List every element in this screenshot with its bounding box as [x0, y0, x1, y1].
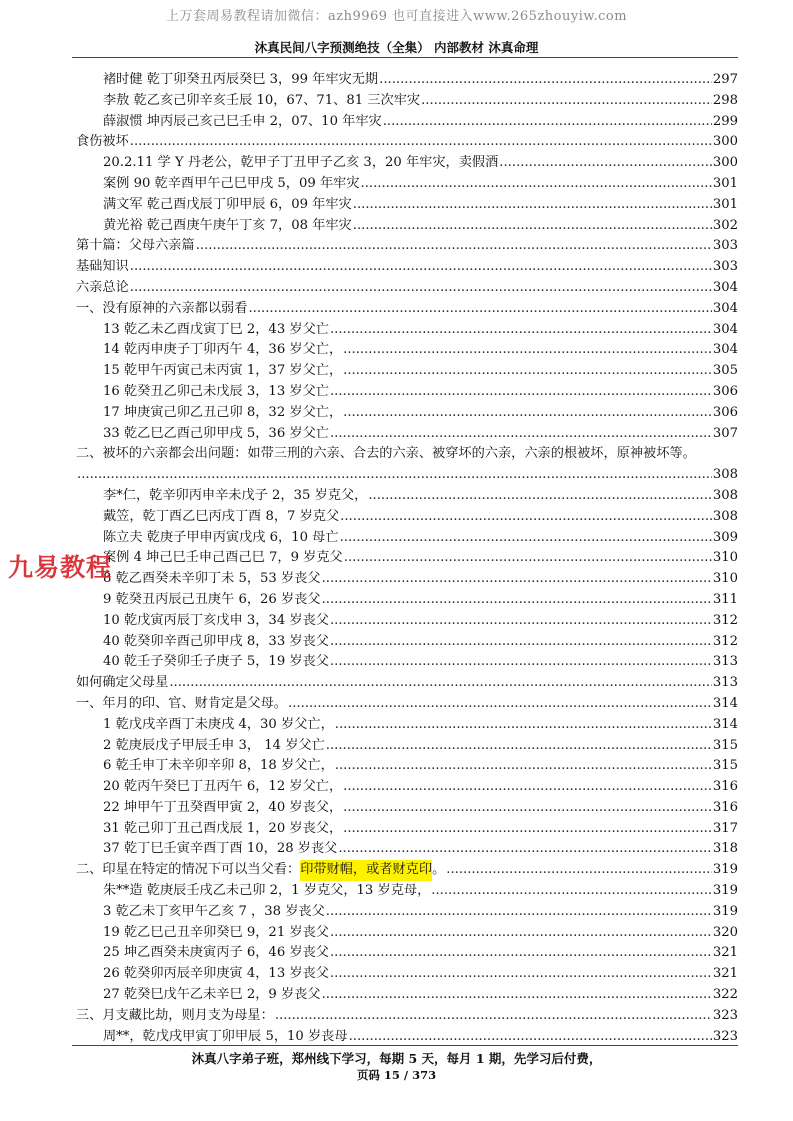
toc-entry-title: 33 乾乙巳乙酉己卯甲戌 5，36 岁父亡 [103, 425, 329, 441]
toc-leader-dots [379, 70, 712, 91]
toc-entry-page: 301 [712, 175, 738, 191]
toc-entry-page: 304 [712, 300, 738, 316]
toc-leader-dots [130, 257, 712, 278]
toc-entry-page: 312 [712, 612, 738, 628]
toc-entry[interactable] [76, 611, 738, 632]
toc-entry-continuation[interactable] [76, 465, 738, 486]
toc-entry-page: 297 [712, 72, 738, 87]
toc-entry-title: 三、月支藏比劫，则月支为母星： [76, 1007, 274, 1023]
toc-entry[interactable] [76, 943, 738, 964]
toc-entry-title: 14 乾丙申庚子丁卯丙午 4，36 岁父亡， [103, 342, 343, 358]
toc-leader-dots [196, 236, 712, 257]
page-footer: 沐真八字弟子班，郑州线下学习，每期 5 天，每月 1 期，先学习后付费， [191, 1051, 602, 1066]
toc-entry-page: 308 [712, 487, 738, 503]
toc-entry-title: 1 乾戊戌辛酉丁未庚戌 4，30 岁父亡， [103, 716, 334, 732]
toc-entry[interactable] [76, 320, 738, 341]
toc-entry[interactable] [76, 340, 738, 361]
toc-entry[interactable] [76, 382, 738, 403]
toc-leader-dots [330, 923, 712, 944]
toc-leader-dots [77, 465, 712, 486]
toc-entry-title: 26 乾癸卯丙辰辛卯庚寅 4，13 岁丧父 [103, 966, 329, 982]
toc-leader-dots [353, 216, 712, 237]
toc-entry-title: 13 乾乙未乙酉戊寅丁巳 2，43 岁父亡 [103, 321, 329, 337]
toc-leader-dots [353, 195, 712, 216]
toc-entry-title: 17 坤庚寅己卯乙丑己卯 8，32 岁父亡， [103, 404, 343, 420]
toc-entry-title: 如何确定父母星 [76, 675, 169, 691]
toc-entry-title: 六亲总论 [76, 279, 129, 295]
toc-entry-page: 321 [712, 945, 738, 961]
toc-entry-page: 308 [712, 467, 738, 483]
toc-entry-tail: 。 [432, 862, 446, 878]
page-header: 沐真民间八字预测绝技（全集） 内部教材 沐真命理 [254, 40, 539, 55]
toc-entry-page: 301 [712, 196, 738, 212]
header-divider [72, 57, 738, 58]
toc-entry-page: 322 [712, 987, 738, 1003]
toc-entry[interactable] [76, 91, 738, 112]
toc-entry-title: 19 乾乙巳己丑辛卯癸巳 9，21 岁丧父 [103, 924, 329, 940]
toc-entry[interactable] [76, 652, 738, 673]
side-watermark-logo: 九易教程 [8, 553, 113, 582]
top-watermark: 上万套周易教程请加微信：azh9969 也可直接进入www.265zhouyiw.com [165, 9, 628, 24]
toc-leader-dots [330, 632, 712, 653]
toc-entry-page: 304 [712, 321, 738, 337]
toc-entry-page: 321 [712, 966, 738, 982]
toc-entry[interactable] [76, 424, 738, 445]
toc-leader-dots [322, 985, 712, 1006]
toc-entry-page: 309 [712, 529, 738, 545]
toc-entry[interactable] [76, 174, 738, 195]
toc-entry-page: 303 [712, 259, 738, 275]
toc-entry-page: 318 [712, 841, 738, 857]
toc-entry[interactable] [76, 839, 738, 860]
toc-entry-page: 304 [712, 279, 738, 295]
toc-leader-dots [330, 652, 712, 673]
toc-entry[interactable] [76, 195, 738, 216]
toc-leader-dots [130, 132, 712, 153]
toc-entry-title: 食伤被坏 [76, 134, 129, 150]
toc-entry-page: 311 [712, 591, 738, 607]
toc-entry[interactable] [76, 736, 738, 757]
toc-entry[interactable] [76, 528, 738, 549]
toc-entry[interactable] [76, 902, 738, 923]
toc-entry[interactable] [76, 798, 738, 819]
toc-entry[interactable] [76, 153, 738, 174]
toc-entry[interactable] [76, 964, 738, 985]
toc-entry-title: 二、被坏的六亲都会出问题：如带三刑的六亲、合去的六亲、被穿坏的六亲，六亲的根被坏，原神被坏等。 [76, 446, 696, 462]
toc-entry[interactable] [76, 756, 738, 777]
toc-entry-page: 314 [712, 695, 738, 711]
toc-entry[interactable] [76, 216, 738, 237]
toc-entry-page: 312 [712, 633, 738, 649]
toc-leader-dots [431, 881, 712, 902]
toc-leader-dots [330, 320, 712, 341]
toc-entry-title: 第十篇：父母六亲篇 [76, 238, 195, 254]
toc-leader-dots [330, 382, 712, 403]
toc-leader-dots [322, 590, 712, 611]
toc-entry-title: 37 乾丁巳壬寅辛酉丁酉 10，28 岁丧父 [103, 841, 338, 857]
toc-leader-dots [343, 340, 712, 361]
toc-entry-page: 319 [712, 903, 738, 919]
toc-entry[interactable] [76, 132, 738, 153]
toc-entry-title: 周**，乾戊戌甲寅丁卯甲辰 5，10 岁丧母 [103, 1028, 348, 1044]
toc-entry-title: 22 坤甲午丁丑癸酉甲寅 2，40 岁丧父， [103, 799, 343, 815]
toc-leader-dots [330, 943, 712, 964]
toc-entry-page: 298 [712, 92, 738, 108]
toc-entry[interactable] [76, 112, 738, 133]
toc-entry-page: 300 [712, 155, 738, 171]
toc-entry-page: 308 [712, 508, 738, 524]
toc-entry-title: 案例 4 坤己巳壬申己酉己巳 7，9 岁克父 [103, 550, 343, 566]
toc-entry-title: 20.2.11 学 Y 丹老公，乾甲子丁丑甲子乙亥 3，20 年牢灾，卖假酒 [103, 155, 499, 171]
toc-entry-title: 李*仁，乾辛卯丙申辛未戊子 2，35 岁克父， [103, 487, 368, 503]
page-number: 页码 15 / 373 [356, 1068, 437, 1082]
toc-entry[interactable] [76, 632, 738, 653]
toc-leader-dots [340, 528, 712, 549]
toc-entry[interactable] [76, 299, 738, 320]
toc-entry-title: 25 坤乙酉癸未庚寅丙子 6，46 岁丧父 [103, 945, 329, 961]
toc-entry[interactable] [76, 923, 738, 944]
toc-entry-title: 40 乾壬子癸卯壬子庚子 5，19 岁丧父 [103, 654, 329, 670]
toc-entry-title: 40 乾癸卯辛酉己卯甲戌 8，33 岁丧父 [103, 633, 329, 649]
toc-leader-dots [446, 860, 712, 881]
toc-leader-dots [326, 736, 712, 757]
toc-leader-dots [288, 694, 712, 715]
toc-entry-page: 314 [712, 716, 738, 732]
toc-leader-dots [343, 819, 712, 840]
toc-leader-dots [338, 839, 711, 860]
toc-entry[interactable] [76, 819, 738, 840]
toc-entry-title: 薛淑惯 坤丙辰己亥己巳壬申 2，07、10 年牢灾 [103, 113, 382, 129]
toc-entry[interactable] [76, 236, 738, 257]
toc-leader-dots [344, 548, 712, 569]
toc-entry-title: 一、年月的印、官、财肯定是父母。 [76, 695, 287, 711]
toc-entry-page: 313 [712, 675, 738, 691]
toc-leader-dots [340, 507, 712, 528]
toc-entry[interactable] [76, 361, 738, 382]
toc-leader-dots [322, 569, 712, 590]
toc-entry-page: 317 [712, 820, 738, 836]
toc-entry-page: 302 [712, 217, 738, 233]
toc-entry-title: 20 乾丙午癸巳丁丑丙午 6，12 岁父亡， [103, 779, 343, 795]
toc-entry[interactable] [76, 548, 738, 569]
toc-entry[interactable] [76, 1006, 738, 1027]
toc-entry[interactable] [76, 985, 738, 1006]
toc-entry[interactable] [76, 507, 738, 528]
toc-entry-title: 2 乾庚辰戊子甲辰壬申 3， 14 岁父亡 [103, 737, 325, 753]
toc-entry-title: 基础知识 [76, 259, 129, 275]
toc-entry-page: 315 [712, 758, 738, 774]
toc-entry-page: 307 [712, 425, 738, 441]
toc-leader-dots [421, 91, 712, 112]
toc-entry[interactable] [76, 569, 738, 590]
toc-entry-page: 310 [712, 550, 738, 566]
toc-entry-page: 313 [712, 654, 738, 670]
toc-entry-title: 满文军 乾己酉戊辰丁卯甲辰 6，09 年牢灾 [103, 196, 352, 212]
toc-leader-dots [330, 964, 712, 985]
toc-entry[interactable] [76, 70, 738, 91]
toc-entry-page: 303 [712, 238, 738, 254]
toc-entry[interactable] [76, 694, 738, 715]
toc-entry-title: 褚时健 乾丁卯癸丑丙辰癸巳 3，99 年牢灾无期 [103, 72, 379, 87]
toc-entry[interactable] [76, 673, 738, 694]
toc-entry-page: 304 [712, 342, 738, 358]
toc-entry[interactable] [76, 403, 738, 424]
toc-leader-dots [130, 278, 712, 299]
toc-entry-page: 323 [712, 1028, 738, 1044]
toc-entry-title: 戴笠，乾丁酉乙巳丙戌丁酉 8，7 岁克父 [103, 508, 340, 524]
toc-leader-dots [343, 403, 712, 424]
toc-leader-dots [326, 902, 712, 923]
toc-entry-title: 李敖 乾乙亥己卯辛亥壬辰 10，67、71、81 三次牢灾 [103, 92, 421, 108]
toc-entry-page: 316 [712, 799, 738, 815]
toc-leader-dots [343, 798, 712, 819]
toc-leader-dots [361, 174, 712, 195]
toc-entry-title: 案例 90 乾辛酉甲午己巳甲戌 5，09 年牢灾 [103, 175, 360, 191]
toc-leader-dots [368, 486, 711, 507]
toc-entry-title: 27 乾癸巳戊午乙未辛巳 2，9 岁丧父 [103, 987, 321, 1003]
toc-entry-title: 16 乾癸丑乙卯己未戊辰 3，13 岁父亡 [103, 383, 329, 399]
footer-divider [72, 1045, 738, 1046]
toc-entry[interactable] [76, 860, 738, 881]
toc-entry-page: 315 [712, 737, 738, 753]
toc-entry-title: 15 乾甲午丙寅己未丙寅 1，37 岁父亡， [103, 363, 343, 379]
toc-entry-title: 31 乾己卯丁丑己酉戊辰 1，20 岁丧父， [103, 820, 343, 836]
toc-leader-dots [335, 756, 712, 777]
toc-entry[interactable] [76, 444, 738, 465]
toc-entry-page: 300 [712, 134, 738, 150]
toc-entry-page: 319 [712, 862, 738, 878]
toc-entry-title: 朱**造 乾庚辰壬戌乙未己卯 2，1 岁克父，13 岁克母， [103, 883, 431, 899]
toc-entry-page: 319 [712, 883, 738, 899]
toc-entry[interactable] [76, 715, 738, 736]
toc-entry[interactable] [76, 590, 738, 611]
toc-leader-dots [330, 424, 712, 445]
toc-entry-title: 9 乾癸丑丙辰己丑庚午 6，26 岁丧父 [103, 591, 321, 607]
toc-entry-page: 299 [712, 113, 738, 129]
toc-leader-dots [383, 112, 712, 133]
toc-entry-page: 323 [712, 1007, 738, 1023]
toc-entry[interactable] [76, 881, 738, 902]
toc-entry-page: 306 [712, 383, 738, 399]
table-of-contents [76, 70, 738, 1047]
toc-entry-highlight: 印带财帽，或者财克印 [300, 860, 432, 881]
toc-entry-page: 310 [712, 571, 738, 587]
toc-leader-dots [248, 299, 711, 320]
toc-entry-title: 一、没有原神的六亲都以弱看 [76, 300, 248, 316]
toc-entry-title: 3 乾乙未丁亥甲午乙亥 7 ，38 岁丧父 [103, 903, 325, 919]
toc-entry-title: 陈立夫 乾庚子甲申丙寅戊戌 6，10 母亡 [103, 529, 339, 545]
toc-leader-dots [499, 153, 712, 174]
toc-leader-dots [335, 715, 712, 736]
toc-entry-page: 320 [712, 924, 738, 940]
toc-entry-page: 316 [712, 779, 738, 795]
toc-entry[interactable] [76, 486, 738, 507]
toc-entry-title: 黄光裕 乾己酉庚午庚午丁亥 7，08 年牢灾 [103, 217, 352, 233]
toc-leader-dots [169, 673, 712, 694]
toc-entry[interactable] [76, 257, 738, 278]
toc-leader-dots [343, 361, 712, 382]
toc-entry-page: 306 [712, 404, 738, 420]
toc-entry[interactable] [76, 777, 738, 798]
toc-entry-title: 10 乾戊寅丙辰丁亥戊申 3，34 岁丧父 [103, 612, 329, 628]
toc-entry[interactable] [76, 278, 738, 299]
toc-entry-title: 6 乾壬申丁未辛卯辛卯 8，18 岁父亡， [103, 758, 334, 774]
toc-entry-page: 305 [712, 363, 738, 379]
toc-entry-title: 二、印星在特定的情况下可以当父看： [76, 862, 301, 878]
toc-entry-title: 8 乾乙酉癸未辛卯丁未 5，53 岁丧父 [103, 571, 321, 587]
toc-leader-dots [343, 777, 712, 798]
toc-leader-dots [275, 1006, 712, 1027]
toc-leader-dots [330, 611, 712, 632]
